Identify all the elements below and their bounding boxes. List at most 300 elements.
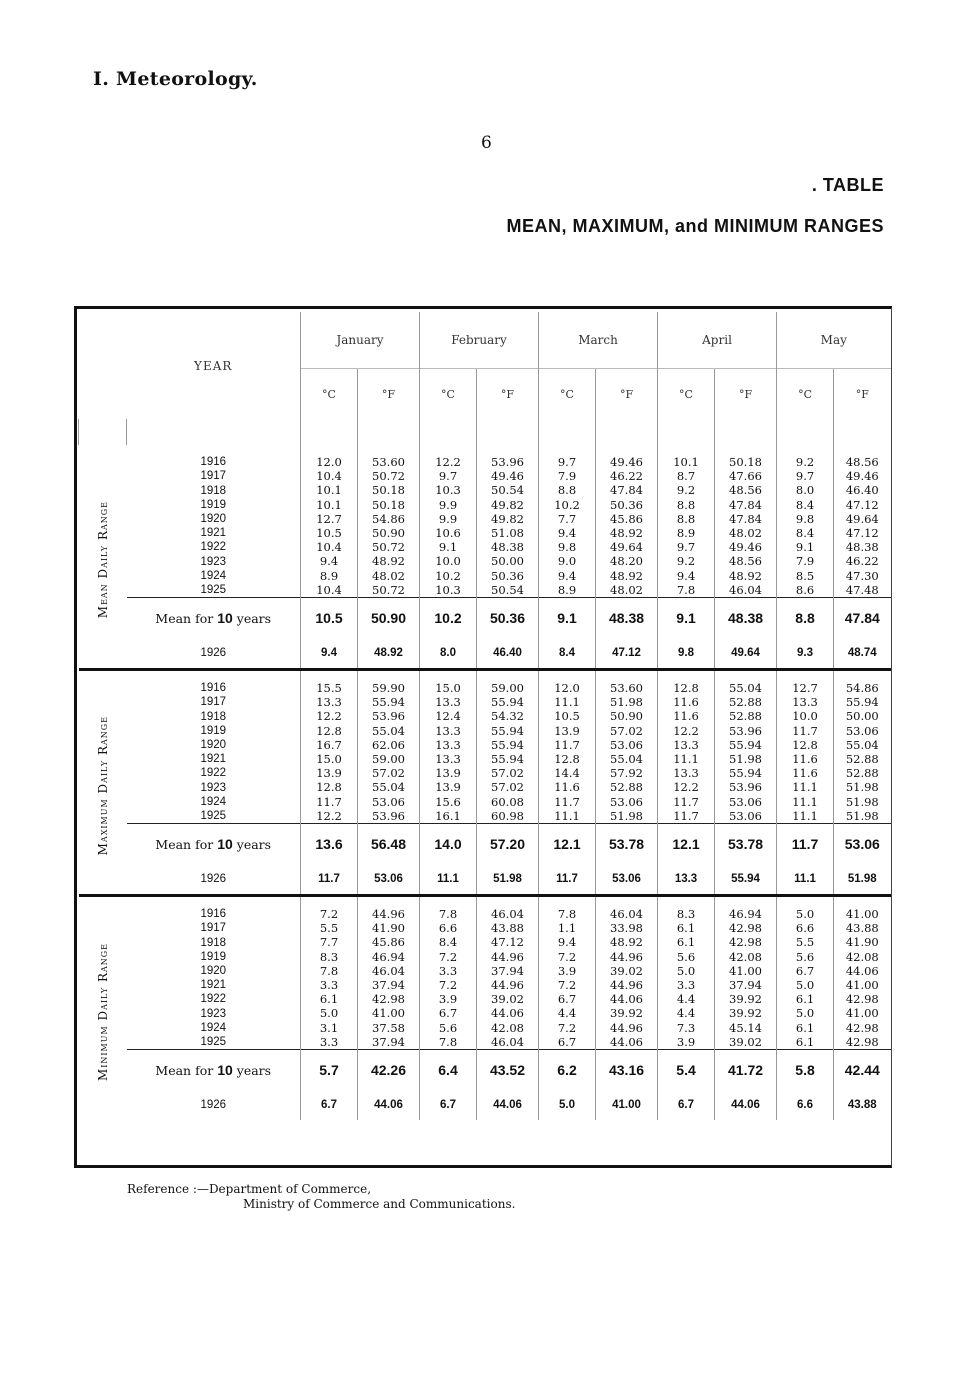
year-cell: 1920 (200, 512, 227, 525)
value-cell: 39.02 (596, 964, 658, 978)
value-cell: 57.02 (477, 766, 539, 780)
value-cell: 48.92 (596, 569, 658, 583)
value-cell: 43.88 (477, 921, 539, 935)
value-cell: 8.8 (658, 512, 715, 526)
value-cell: 5.5 (777, 935, 834, 949)
value-cell: 7.8 (420, 897, 477, 921)
value-cell: 3.3 (658, 978, 715, 992)
value-cell: 3.1 (301, 1021, 358, 1035)
value-cell: 42.98 (834, 1021, 891, 1035)
value-cell: 9.0 (539, 554, 596, 568)
table-row (79, 738, 891, 752)
year-cell: 1923 (200, 1007, 227, 1020)
value-cell: 42.08 (715, 950, 777, 964)
mean-value-cell: 8.8 (777, 598, 834, 639)
value-cell: 49.46 (834, 469, 891, 483)
value-cell: 9.7 (658, 540, 715, 554)
value-cell: 7.2 (539, 1021, 596, 1035)
value-cell: 10.4 (301, 583, 358, 598)
value-cell: 12.8 (301, 724, 358, 738)
unit-header: °F (477, 369, 539, 420)
mean-value-cell: 5.7 (301, 1050, 358, 1091)
year-cell: 1918 (200, 484, 227, 497)
value-cell: 42.98 (715, 935, 777, 949)
value-cell: 9.7 (777, 469, 834, 483)
table-row (79, 469, 891, 483)
table-row (79, 950, 891, 964)
unit-header: °C (539, 369, 596, 420)
mean-value-cell: 12.1 (658, 824, 715, 865)
value-cell: 11.1 (539, 695, 596, 709)
value-cell: 55.94 (834, 695, 891, 709)
year-cell: 1922 (200, 541, 227, 554)
mean-label-prefix: Mean for (155, 611, 214, 627)
value-cell: 9.2 (658, 554, 715, 568)
header-corner (79, 369, 127, 420)
value-cell: 52.88 (834, 766, 891, 780)
value-cell: 54.86 (358, 512, 420, 526)
mean-label (127, 1050, 301, 1091)
value-cell: 8.0 (777, 483, 834, 497)
value-cell-1926: 47.12 (596, 638, 658, 670)
value-cell: 42.98 (834, 992, 891, 1006)
value-cell: 39.92 (715, 1006, 777, 1020)
value-cell: 46.22 (596, 469, 658, 483)
year-cell: 1926 (200, 647, 227, 660)
value-cell: 12.2 (301, 809, 358, 824)
value-cell-1926: 55.94 (715, 864, 777, 896)
value-cell: 49.46 (477, 469, 539, 483)
year-cell: 1919 (200, 950, 227, 963)
value-cell: 51.98 (715, 752, 777, 766)
value-cell-1926: 6.7 (301, 1090, 358, 1120)
value-cell: 51.08 (477, 526, 539, 540)
table-row (79, 766, 891, 780)
value-cell: 5.0 (777, 978, 834, 992)
value-cell: 12.7 (301, 512, 358, 526)
value-cell: 6.1 (777, 1021, 834, 1035)
table-row (79, 540, 891, 554)
value-cell: 10.2 (539, 498, 596, 512)
year-column-header: YEAR (194, 358, 233, 373)
value-cell: 55.94 (358, 695, 420, 709)
mean-label-suffix: years (236, 1063, 272, 1079)
value-cell: 6.1 (777, 992, 834, 1006)
value-cell: 8.6 (777, 583, 834, 598)
value-cell: 6.1 (301, 992, 358, 1006)
unit-header: °F (596, 369, 658, 420)
value-cell: 12.8 (777, 738, 834, 752)
value-cell: 8.4 (777, 526, 834, 540)
value-cell: 47.84 (715, 498, 777, 512)
mean-row (79, 598, 891, 639)
value-cell: 52.88 (715, 709, 777, 723)
value-cell: 37.94 (715, 978, 777, 992)
value-cell: 9.1 (777, 540, 834, 554)
value-cell-1926: 8.0 (420, 638, 477, 670)
mean-value-cell: 6.4 (420, 1050, 477, 1091)
value-cell: 48.02 (596, 583, 658, 598)
mean-value-cell: 42.44 (834, 1050, 891, 1091)
unit-header: °F (834, 369, 891, 420)
value-cell: 11.6 (658, 695, 715, 709)
table-row (79, 795, 891, 809)
group-label: Minimum Daily Range (95, 943, 110, 1082)
value-cell: 7.8 (301, 964, 358, 978)
value-cell: 10.0 (777, 709, 834, 723)
month-header: February (420, 312, 539, 369)
value-cell: 42.08 (477, 1021, 539, 1035)
value-cell: 11.1 (539, 809, 596, 824)
value-cell: 60.98 (477, 809, 539, 824)
mean-label-prefix: Mean for (155, 837, 214, 853)
year-cell: 1924 (200, 569, 227, 582)
value-cell: 12.2 (658, 780, 715, 794)
table-row (79, 964, 891, 978)
value-cell-1926: 48.92 (358, 638, 420, 670)
unit-header: °C (777, 369, 834, 420)
mean-label-suffix: years (236, 611, 272, 627)
value-cell: 49.64 (596, 540, 658, 554)
value-cell: 11.6 (539, 780, 596, 794)
mean-value-cell: 56.48 (358, 824, 420, 865)
mean-value-cell: 48.38 (715, 598, 777, 639)
value-cell: 45.14 (715, 1021, 777, 1035)
section-heading: I. Meteorology. (93, 68, 258, 90)
mean-value-cell: 47.84 (834, 598, 891, 639)
table-row (79, 935, 891, 949)
value-cell: 55.04 (596, 752, 658, 766)
value-cell: 50.00 (477, 554, 539, 568)
value-cell: 50.18 (358, 498, 420, 512)
value-cell-1926: 49.64 (715, 638, 777, 670)
value-cell-1926: 8.4 (539, 638, 596, 670)
value-cell-1926: 6.6 (777, 1090, 834, 1120)
value-cell: 7.8 (420, 1035, 477, 1050)
mean-label (127, 598, 301, 639)
value-cell: 37.94 (358, 978, 420, 992)
value-cell: 9.8 (777, 512, 834, 526)
value-cell: 7.2 (539, 950, 596, 964)
page-number: 6 (481, 133, 492, 153)
value-cell-1926: 9.4 (301, 638, 358, 670)
value-cell: 50.90 (596, 709, 658, 723)
value-cell-1926: 11.7 (301, 864, 358, 896)
value-cell: 9.9 (420, 498, 477, 512)
mean-value-cell: 11.7 (777, 824, 834, 865)
mean-value-cell: 42.26 (358, 1050, 420, 1091)
value-cell: 52.88 (596, 780, 658, 794)
value-cell: 44.96 (596, 1021, 658, 1035)
value-cell: 5.0 (777, 897, 834, 921)
value-cell: 46.04 (596, 897, 658, 921)
value-cell: 7.2 (420, 950, 477, 964)
value-cell: 8.4 (420, 935, 477, 949)
value-cell: 53.06 (715, 795, 777, 809)
value-cell: 50.72 (358, 469, 420, 483)
value-cell: 9.7 (420, 469, 477, 483)
value-cell: 12.0 (539, 671, 596, 695)
value-cell: 55.94 (715, 766, 777, 780)
value-cell: 53.06 (596, 738, 658, 752)
value-cell: 11.6 (777, 766, 834, 780)
table-row (79, 809, 891, 824)
value-cell: 59.90 (358, 671, 420, 695)
value-cell: 45.86 (358, 935, 420, 949)
value-cell: 51.98 (596, 695, 658, 709)
value-cell: 9.4 (539, 526, 596, 540)
value-cell: 6.7 (777, 964, 834, 978)
value-cell: 50.36 (477, 569, 539, 583)
mean-label-years: 10 (217, 1062, 233, 1079)
year-cell: 1917 (200, 470, 227, 483)
value-cell: 57.02 (477, 780, 539, 794)
value-cell: 13.3 (420, 724, 477, 738)
mean-value-cell: 5.4 (658, 1050, 715, 1091)
value-cell: 7.2 (301, 897, 358, 921)
value-cell: 49.46 (715, 540, 777, 554)
value-cell: 10.1 (301, 498, 358, 512)
value-cell-1926: 9.3 (777, 638, 834, 670)
value-cell: 48.92 (596, 935, 658, 949)
mean-value-cell: 10.2 (420, 598, 477, 639)
year-cell: 1919 (200, 498, 227, 511)
value-cell: 6.6 (777, 921, 834, 935)
value-cell: 11.7 (777, 724, 834, 738)
value-cell: 55.94 (477, 738, 539, 752)
table-row (79, 897, 891, 921)
value-cell: 9.4 (301, 554, 358, 568)
unit-header: °F (358, 369, 420, 420)
value-cell: 49.46 (596, 445, 658, 469)
year-cell: 1925 (200, 809, 227, 822)
value-cell: 37.94 (477, 964, 539, 978)
unit-header: °C (420, 369, 477, 420)
value-cell: 12.0 (301, 445, 358, 469)
table-row (79, 483, 891, 497)
value-cell: 48.92 (596, 526, 658, 540)
value-cell: 7.3 (658, 1021, 715, 1035)
value-cell: 50.18 (715, 445, 777, 469)
table-title: MEAN, MAXIMUM, and MINIMUM RANGES (506, 216, 884, 236)
mean-value-cell: 50.90 (358, 598, 420, 639)
value-cell-1926: 44.06 (715, 1090, 777, 1120)
unit-header: °C (658, 369, 715, 420)
value-cell-1926: 53.06 (596, 864, 658, 896)
value-cell: 48.56 (834, 445, 891, 469)
value-cell: 54.32 (477, 709, 539, 723)
reference-note (127, 1182, 515, 1212)
value-cell: 51.98 (596, 809, 658, 824)
value-cell: 12.8 (658, 671, 715, 695)
value-cell: 47.12 (477, 935, 539, 949)
header-corner (79, 312, 127, 369)
group-label: Mean Daily Range (95, 501, 110, 619)
value-cell: 33.98 (596, 921, 658, 935)
value-cell: 10.5 (301, 526, 358, 540)
mean-label-years: 10 (217, 610, 233, 627)
mean-value-cell: 43.16 (596, 1050, 658, 1091)
value-cell: 55.94 (715, 738, 777, 752)
value-cell: 41.00 (834, 978, 891, 992)
value-cell: 53.96 (358, 709, 420, 723)
value-cell: 10.0 (420, 554, 477, 568)
mean-value-cell: 10.5 (301, 598, 358, 639)
value-cell: 7.9 (539, 469, 596, 483)
year-cell: 1916 (200, 908, 227, 921)
group-label-cell (79, 897, 127, 1120)
month-header: May (777, 312, 891, 369)
value-cell: 48.56 (715, 483, 777, 497)
mean-label (127, 824, 301, 865)
value-cell: 4.4 (658, 1006, 715, 1020)
value-cell: 46.40 (834, 483, 891, 497)
value-cell: 13.3 (658, 738, 715, 752)
value-cell: 46.04 (358, 964, 420, 978)
table-row (79, 583, 891, 598)
year-cell: 1924 (200, 795, 227, 808)
year-cell: 1916 (200, 456, 227, 469)
value-cell: 6.1 (658, 921, 715, 935)
value-cell: 8.9 (301, 569, 358, 583)
value-cell: 44.96 (358, 897, 420, 921)
value-cell: 9.2 (777, 445, 834, 469)
value-cell: 12.8 (301, 780, 358, 794)
value-cell: 11.1 (777, 795, 834, 809)
month-header: January (301, 312, 420, 369)
value-cell: 16.1 (420, 809, 477, 824)
year-1926-row (79, 638, 891, 670)
value-cell: 1.1 (539, 921, 596, 935)
value-cell: 55.04 (358, 724, 420, 738)
value-cell: 4.4 (658, 992, 715, 1006)
reference-line-1: —Department of Commerce, (196, 1182, 372, 1196)
value-cell-1926: 13.3 (658, 864, 715, 896)
value-cell: 49.64 (834, 512, 891, 526)
mean-row (79, 824, 891, 865)
value-cell: 53.06 (358, 795, 420, 809)
value-cell: 8.3 (658, 897, 715, 921)
value-cell: 11.1 (658, 752, 715, 766)
value-cell: 7.8 (539, 897, 596, 921)
value-cell: 6.6 (420, 921, 477, 935)
value-cell: 50.54 (477, 483, 539, 497)
month-header: April (658, 312, 777, 369)
mean-value-cell: 53.06 (834, 824, 891, 865)
value-cell: 55.04 (834, 738, 891, 752)
value-cell: 11.7 (658, 795, 715, 809)
value-cell: 10.5 (539, 709, 596, 723)
value-cell-1926: 11.1 (420, 864, 477, 896)
mean-value-cell: 5.8 (777, 1050, 834, 1091)
value-cell: 55.94 (477, 695, 539, 709)
value-cell: 51.98 (834, 809, 891, 824)
year-1926-row (79, 1090, 891, 1120)
value-cell: 12.2 (301, 709, 358, 723)
value-cell: 10.6 (420, 526, 477, 540)
table-row (79, 780, 891, 794)
mean-value-cell: 9.1 (539, 598, 596, 639)
value-cell: 12.4 (420, 709, 477, 723)
value-cell: 5.5 (301, 921, 358, 935)
value-cell: 11.7 (539, 795, 596, 809)
year-cell: 1920 (200, 738, 227, 751)
value-cell: 10.1 (301, 483, 358, 497)
table-row (79, 512, 891, 526)
value-cell: 3.3 (420, 964, 477, 978)
value-cell-1926: 48.74 (834, 638, 891, 670)
value-cell: 50.36 (596, 498, 658, 512)
value-cell: 6.7 (539, 992, 596, 1006)
value-cell: 48.38 (477, 540, 539, 554)
value-cell: 15.0 (301, 752, 358, 766)
mean-value-cell: 48.38 (596, 598, 658, 639)
value-cell: 7.8 (658, 583, 715, 598)
mean-row (79, 1050, 891, 1091)
value-cell: 39.02 (715, 1035, 777, 1050)
value-cell: 51.98 (834, 780, 891, 794)
value-cell: 57.02 (596, 724, 658, 738)
mean-value-cell: 41.72 (715, 1050, 777, 1091)
value-cell: 44.06 (834, 964, 891, 978)
value-cell: 10.3 (420, 483, 477, 497)
value-cell: 14.4 (539, 766, 596, 780)
year-cell: 1917 (200, 922, 227, 935)
value-cell-1926: 51.98 (477, 864, 539, 896)
value-cell: 9.7 (539, 445, 596, 469)
mean-value-cell: 12.1 (539, 824, 596, 865)
table-label: . TABLE (811, 175, 884, 195)
mean-label-prefix: Mean for (155, 1063, 214, 1079)
table-row (79, 526, 891, 540)
value-cell: 4.4 (539, 1006, 596, 1020)
value-cell: 7.2 (539, 978, 596, 992)
table-row (79, 498, 891, 512)
year-cell: 1918 (200, 936, 227, 949)
value-cell: 7.2 (420, 978, 477, 992)
value-cell: 10.4 (301, 540, 358, 554)
value-cell: 10.2 (420, 569, 477, 583)
value-cell: 3.3 (301, 978, 358, 992)
value-cell: 12.7 (777, 671, 834, 695)
value-cell: 44.06 (477, 1006, 539, 1020)
value-cell: 44.96 (477, 950, 539, 964)
value-cell: 46.22 (834, 554, 891, 568)
value-cell: 41.00 (834, 1006, 891, 1020)
table-row (79, 554, 891, 568)
table-row (79, 1035, 891, 1050)
value-cell: 12.2 (420, 445, 477, 469)
value-cell: 5.6 (777, 950, 834, 964)
value-cell: 39.92 (715, 992, 777, 1006)
value-cell: 48.92 (715, 569, 777, 583)
table-row (79, 724, 891, 738)
value-cell: 46.04 (715, 583, 777, 598)
value-cell: 12.2 (658, 724, 715, 738)
value-cell: 10.4 (301, 469, 358, 483)
value-cell: 57.02 (358, 766, 420, 780)
value-cell: 53.96 (715, 780, 777, 794)
value-cell: 11.6 (777, 752, 834, 766)
value-cell: 11.7 (658, 809, 715, 824)
value-cell: 41.00 (358, 1006, 420, 1020)
value-cell: 15.5 (301, 671, 358, 695)
year-cell: 1918 (200, 710, 227, 723)
value-cell: 48.92 (358, 554, 420, 568)
value-cell: 50.18 (358, 483, 420, 497)
year-cell: 1923 (200, 555, 227, 568)
month-header: March (539, 312, 658, 369)
